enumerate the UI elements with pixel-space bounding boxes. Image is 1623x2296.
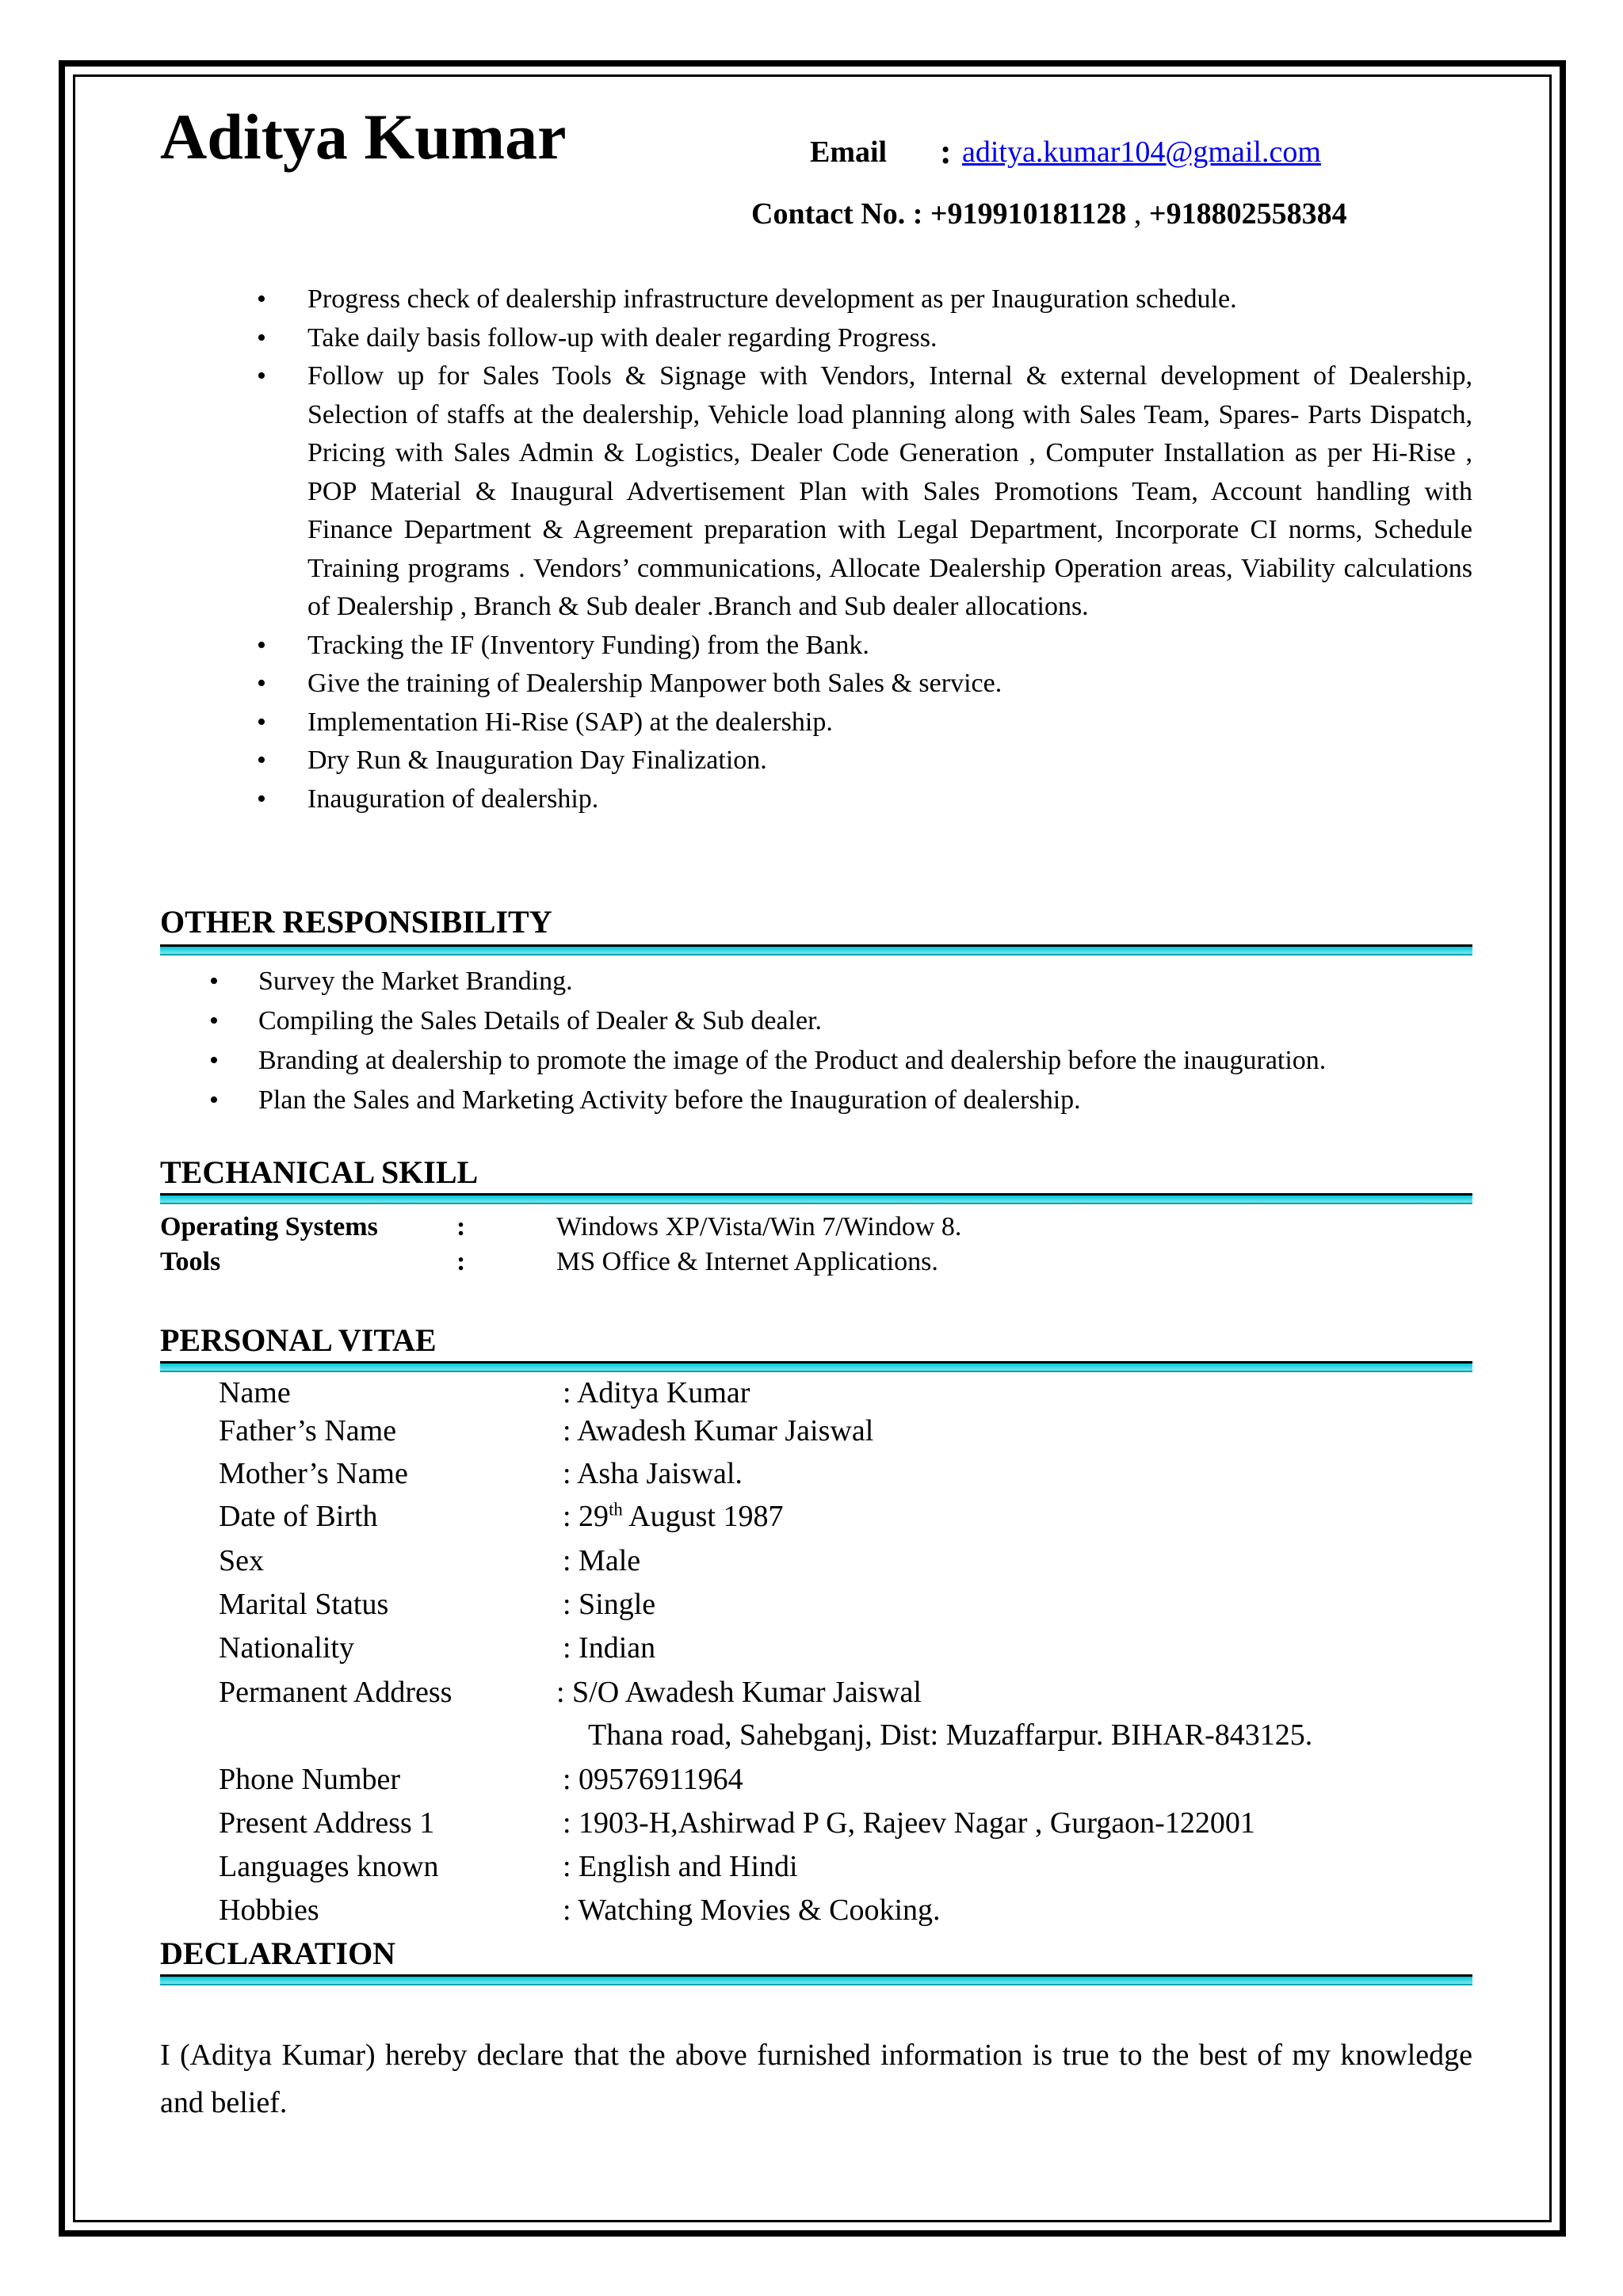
vitae-value: : Watching Movies & Cooking.: [563, 1894, 941, 1927]
vitae-value: : Indian: [563, 1631, 656, 1665]
section-divider: [160, 1193, 1472, 1204]
email-label: Email: [810, 135, 888, 169]
list-item: • Survey the Market Branding.: [258, 962, 1495, 1001]
section-title-personal: PERSONAL VITAE: [160, 1322, 437, 1358]
section-divider: [160, 1361, 1472, 1372]
list-item: • Implementation Hi-Rise (SAP) at the dealership.: [307, 704, 1472, 742]
vitae-value: : Single: [563, 1588, 656, 1621]
list-item: • Dry Run & Inauguration Day Finalization.: [307, 742, 1472, 780]
section-title-technical: TECHANICAL SKILL: [160, 1154, 479, 1190]
email-colon: :: [940, 132, 952, 171]
vitae-value: : S/O Awadesh Kumar Jaiswal: [556, 1676, 922, 1709]
candidate-name: Aditya Kumar: [160, 101, 567, 173]
skill-key: Tools: [160, 1247, 221, 1276]
contact-label: Contact No. :: [751, 197, 923, 231]
section-divider: [160, 1974, 1472, 1985]
vitae-key: Permanent Address: [219, 1676, 453, 1709]
declaration-text: I (Aditya Kumar) hereby declare that the above furnished information is true to the best of my knowledge and belief.: [160, 2039, 1472, 2119]
list-item: • Follow up for Sales Tools & Signage with Vendors, Internal & external development of Dealership, Selection of staffs at the dealership, Vehicle load planning along with Sales Team, Spares- Parts Dispatch, Pricing with Sales Admin & Logistics, Dealer Code Generation , Computer Installation as per Hi-Rise , POP Material & Inaugural Advertisement Plan with Sales Promotions Team, Account handling with Finance Department & Agreement preparation with Legal Department, Incorporate CI norms, Schedule Training programs . Vendors’ communications, Allocate Dealership Operation areas, Viability calculations of Dealership , Branch & Sub dealer .Branch and Sub dealer allocations.: [307, 357, 1472, 627]
skill-colon: :: [456, 1212, 466, 1241]
vitae-key: Father’s Name: [219, 1414, 397, 1447]
responsibility-list: [307, 280, 1472, 818]
list-item: • Inauguration of dealership.: [307, 780, 1472, 819]
vitae-value: : English and Hindi: [563, 1850, 798, 1883]
list-item: • Progress check of dealership infrastructure development as per Inauguration schedule.: [307, 280, 1472, 319]
contact-separator: ,: [1133, 197, 1142, 231]
vitae-key: Hobbies: [219, 1894, 319, 1927]
skill-colon: :: [456, 1247, 466, 1276]
contact-number-2: +918802558384: [1148, 197, 1347, 231]
email-link[interactable]: aditya.kumar104@gmail.com: [962, 135, 1321, 169]
list-item: • Compiling the Sales Details of Dealer & Sub dealer.: [258, 1001, 1495, 1041]
vitae-value: : Male: [563, 1544, 641, 1577]
vitae-key: Marital Status: [219, 1588, 389, 1621]
contact-number-1: +919910181128: [930, 197, 1127, 231]
section-divider: [160, 944, 1472, 955]
vitae-key: Phone Number: [219, 1763, 401, 1796]
contact-numbers: [751, 196, 1347, 231]
section-title-declaration: DECLARATION: [160, 1936, 396, 1971]
skill-value: MS Office & Internet Applications.: [556, 1247, 938, 1276]
vitae-value: : Asha Jaiswal.: [563, 1457, 743, 1490]
list-item: • Plan the Sales and Marketing Activity before the Inauguration of dealership.: [258, 1081, 1495, 1120]
vitae-value: Thana road, Sahebganj, Dist: Muzaffarpur. BIHAR-843125.: [588, 1718, 1313, 1752]
list-item: • Branding at dealership to promote the image of the Product and dealership before the inauguration.: [258, 1041, 1495, 1081]
vitae-key: Nationality: [219, 1631, 354, 1665]
vitae-key: Date of Birth: [219, 1500, 378, 1533]
vitae-key: Sex: [219, 1544, 264, 1577]
list-item: • Give the training of Dealership Manpower both Sales & service.: [307, 665, 1472, 704]
section-title-other: OTHER RESPONSIBILITY: [160, 904, 552, 940]
vitae-value: : Aditya Kumar: [563, 1376, 750, 1409]
vitae-value: : 1903-H,Ashirwad P G, Rajeev Nagar , Gurgaon-122001: [563, 1806, 1255, 1840]
other-responsibility-list: [258, 962, 1495, 1120]
vitae-value: : Awadesh Kumar Jaiswal: [563, 1414, 874, 1447]
skill-key: Operating Systems: [160, 1212, 378, 1241]
vitae-value: : 29th August 1987: [563, 1499, 784, 1533]
vitae-key: Name: [219, 1376, 291, 1409]
vitae-key: Languages known: [219, 1850, 439, 1883]
list-item: • Take daily basis follow-up with dealer regarding Progress.: [307, 319, 1472, 358]
vitae-key: Present Address 1: [219, 1806, 435, 1840]
list-item: • Tracking the IF (Inventory Funding) from the Bank.: [307, 627, 1472, 666]
skill-value: Windows XP/Vista/Win 7/Window 8.: [556, 1212, 962, 1241]
vitae-value: : 09576911964: [563, 1763, 743, 1796]
vitae-key: Mother’s Name: [219, 1457, 408, 1490]
